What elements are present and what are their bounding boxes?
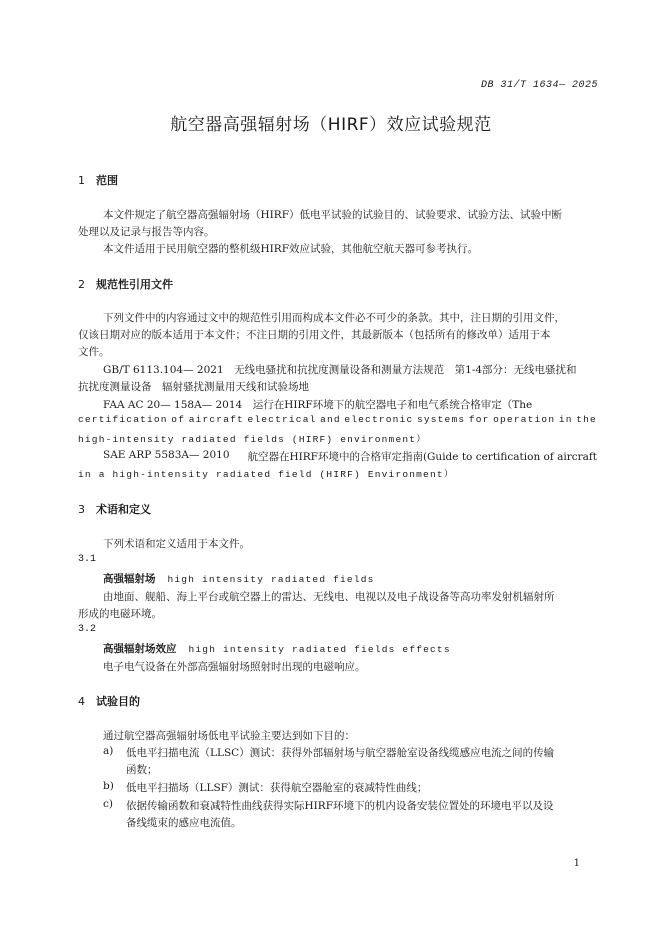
term-number: 3.1: [78, 554, 97, 565]
list-item: 低电平扫描场（LLSF）测试：获得航空器舱室的衰减特性曲线；: [126, 782, 428, 794]
reference-sae: SAE ARP 5583A— 2010 航空器在HIRF环境中的合格审定指南(Guide to certification of aircraft: [103, 449, 597, 463]
term-definition: 电子电气设备在外部高强辐射场照射时出现的电磁响应。: [103, 661, 366, 673]
list-item: 依据传输函数和衰减特性曲线获得实际HIRF环境下的机内设备安装位置处的环境电平以及设: [126, 800, 554, 812]
list-item: 低电平扫描电流（LLSC）测试：获得外部辐射场与航空器舱室设备线缆感应电流之间的传输: [126, 747, 555, 759]
term-entry: 高强辐射场 high intensity radiated fields: [103, 573, 375, 585]
paragraph: 通过航空器高强辐射场低电平试验主要达到如下目的：: [103, 730, 355, 742]
list-item-label: c): [103, 798, 113, 810]
document-code: DB 31/T 1634— 2025: [480, 80, 598, 91]
page-title: 航空器高强辐射场（HIRF）效应试验规范: [170, 115, 492, 135]
paragraph: 处理以及记录与报告等内容。: [78, 226, 215, 238]
reference-faa: FAA AC 20— 158A— 2014 运行在HIRF环境下的航空器电子和电气系统合格审定（The: [103, 399, 533, 411]
reference-gbt: GB/T 6113.104— 2021 无线电骚扰和抗扰度测量设备和测量方法规范 第1-4部分：无线电骚扰和: [103, 364, 577, 376]
paragraph: 仅该日期对应的版本适用于本文件；不注日期的引用文件，其最新版本（包括所有的修改单）适用于本: [78, 329, 551, 341]
section-heading-2: 2 规范性引用文件: [78, 278, 173, 291]
reference-faa: high-intensity radiated fields (HIRF) environment）: [78, 434, 427, 445]
list-item: 函数；: [126, 764, 158, 776]
reference-faa: certification of aircraft electrical and electronic systems for operation in the: [78, 414, 597, 425]
paragraph: 下列术语和定义适用于本文件。: [103, 538, 250, 550]
paragraph: 本文件适用于民用航空器的整机级HIRF效应试验，其他航空航天器可参考执行。: [103, 243, 478, 255]
section-heading-4: 4 试验目的: [78, 695, 140, 708]
list-item: 备线缆束的感应电流值。: [126, 817, 242, 829]
section-heading-3: 3 术语和定义: [78, 503, 151, 516]
section-heading-1: 1 范围: [78, 174, 118, 187]
reference-gbt: 抗扰度测量设备 辐射骚扰测量用天线和试验场地: [78, 381, 309, 393]
term-definition: 形成的电磁环境。: [78, 608, 162, 620]
term-number: 3.2: [78, 624, 97, 635]
paragraph: 文件。: [78, 346, 110, 358]
paragraph: 本文件规定了航空器高强辐射场（HIRF）低电平试验的试验目的、试验要求、试验方法、试验中断: [103, 209, 562, 221]
list-item-label: a): [103, 745, 114, 757]
reference-sae: in a high-intensity radiated field (HIRF) Environment）: [78, 469, 455, 480]
term-entry: 高强辐射场效应 high intensity radiated fields effects: [103, 643, 451, 655]
list-item-label: b): [103, 780, 114, 792]
paragraph: 下列文件中的内容通过文中的规范性引用而构成本文件必不可少的条款。其中，注日期的引用文件，: [103, 312, 565, 324]
page-number: 1: [573, 858, 580, 869]
term-definition: 由地面、舰船、海上平台或航空器上的雷达、无线电、电视以及电子战设备等高功率发射机辐射所: [103, 591, 555, 603]
